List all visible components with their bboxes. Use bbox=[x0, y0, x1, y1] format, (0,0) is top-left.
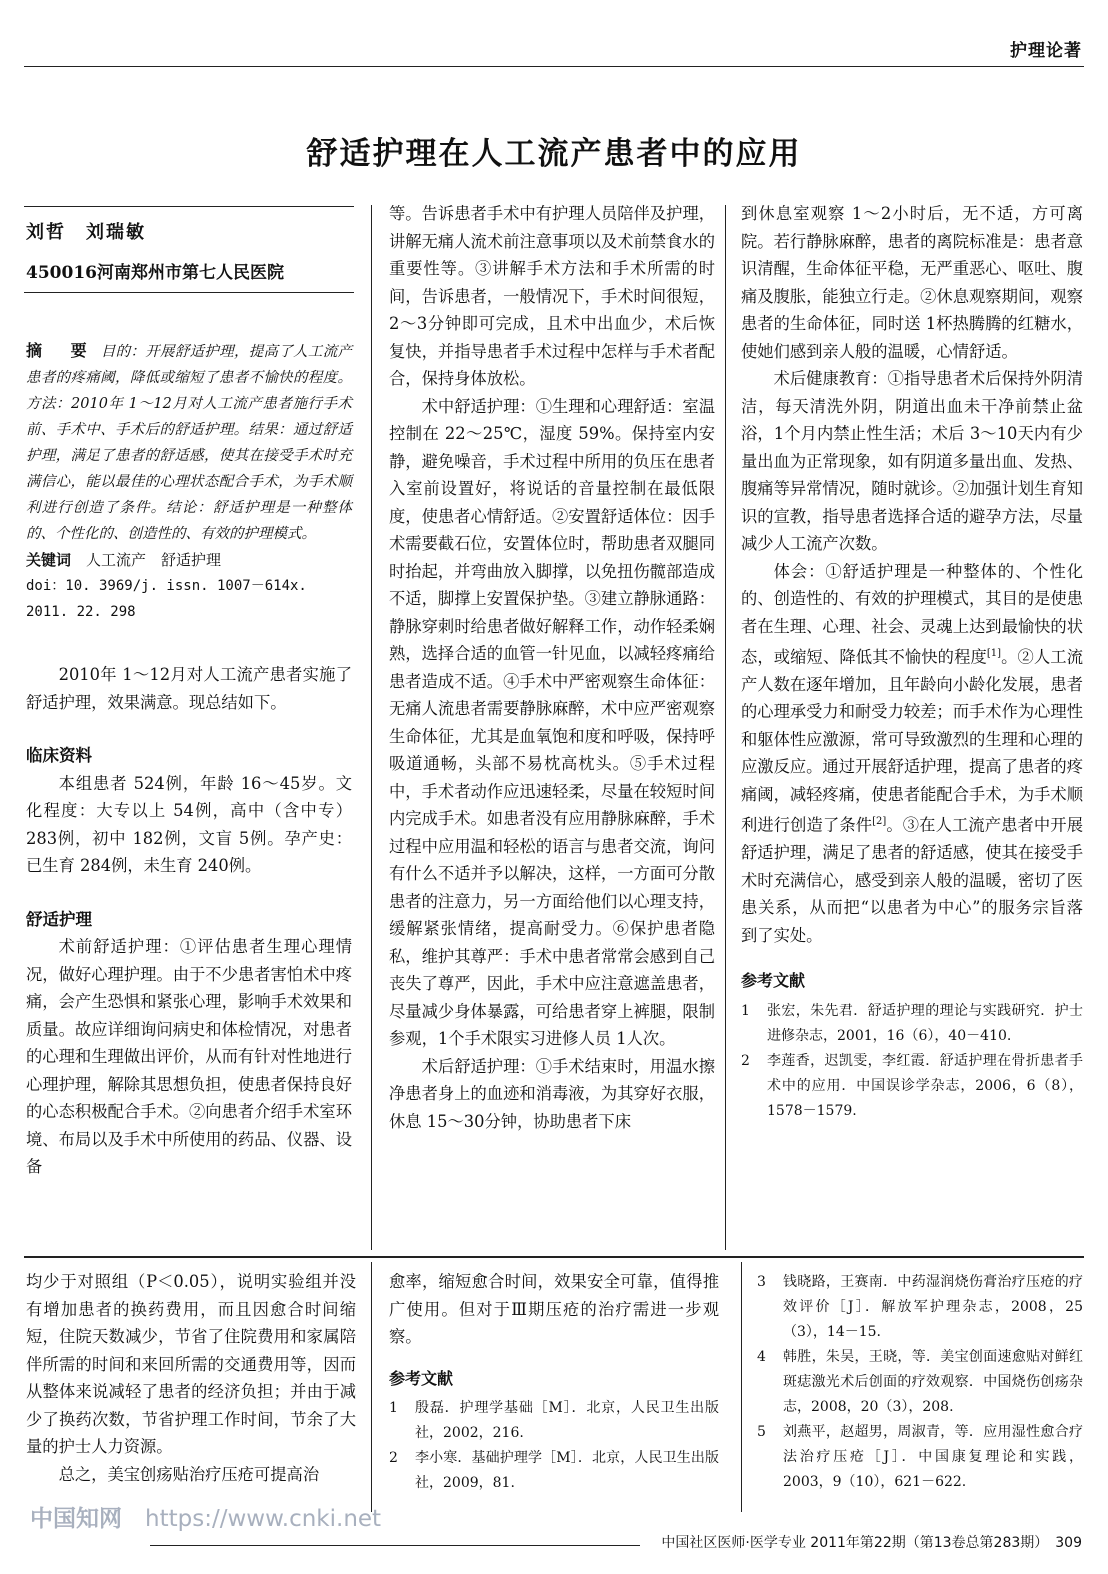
keywords-label: 关键词 bbox=[26, 551, 72, 569]
bottom-c2-paragraph: 愈率，缩短愈合时间，效果安全可靠，值得推广使用。但对于Ⅲ期压疮的治疗需进一步观察。 bbox=[389, 1272, 719, 1346]
author-rule bbox=[24, 206, 354, 207]
affiliation-rule bbox=[24, 292, 354, 293]
bottom-c1-paragraph: 均少于对照组（P＜0.05），说明实验组并没有增加患者的换药费用，而且因愈合时间缩短，住院天数减少，节省了住院费用和家属陪伴所需的时间和来回所需的交通费用等，因而从整体来说减轻了患者的经济负担；并由于减少了换药次数，节省护理工作时间，节余了大量的护士人力资源。 bbox=[26, 1272, 356, 1456]
section-label: 护理论著 bbox=[1010, 41, 1082, 61]
column-3 bbox=[741, 200, 1083, 1124]
references-upper bbox=[741, 967, 1083, 1124]
reference-text: 钱晓路，王赛南．中药湿润烧伤膏治疗压疮的疗效评价［J］．解放军护理杂志，2008，25（3），14－15. bbox=[783, 1274, 1083, 1340]
reference-text: 殷磊．护理学基础［M］．北京，人民卫生出版社，2002，216. bbox=[415, 1400, 719, 1441]
abstract-text: 目的：开展舒适护理，提高了人工流产患者的疼痛阈，降低或缩短了患者不愉快的程度。方法：2010年 1～12月对人工流产患者施行手术前、手术中、手术后的舒适护理。结果：通过舒适护理，满足了患者的舒适感，使其在接受手术时充满信心，能以最佳的心理状态配合手术，为手术顺利进行创造了条件。结论：舒适护理是一种整体的、个性化的、创造性的、有效的护理模式。 bbox=[26, 344, 352, 542]
col3-p3-part-b: 。②人工流产人数在逐年增加，且年龄向小龄化发展，患者的心理承受力和耐受力较差；而手术作为心理性和躯体性应激源，常可导致激烈的生理和心理的应激反应。通过开展舒适护理，提高了患者的疼痛阈，减轻疼痛，使患者能配合手术，为手术顺利进行创造了条件 bbox=[741, 647, 1083, 835]
col2-paragraph-3: 术后舒适护理：①手术结束时，用温水擦净患者身上的血迹和消毒液，为其穿好衣服，休息 15～30分钟，协助患者下床 bbox=[389, 1056, 715, 1131]
reference-text: 韩胜，朱吴，王晓，等．美宝创面速愈贴对鲜红斑痣激光术后创面的疗效观察．中国烧伤创疡杂志，2008，20（3），208. bbox=[783, 1349, 1083, 1415]
bottom-column-2 bbox=[389, 1268, 719, 1496]
col3-paragraph-2: 术后健康教育：①指导患者术后保持外阴清洁，每天清洗外阴，阴道出血未干净前禁止盆浴，1个月内禁止性生活；术后 3～10天内有少量出血为正常现象，如有阴道多量出血、发热、腹痛等异常情况，随时就诊。②加强计划生育知识的宣教，指导患者选择合适的避孕方法，尽量减少人工流产次数。 bbox=[741, 369, 1083, 553]
abstract-label: 摘 要 bbox=[26, 341, 93, 360]
doi: doi：10. 3969/j. issn. 1007－614x. 2011. 22. 298 bbox=[26, 578, 307, 620]
clinical-paragraph: 本组患者 524例，年龄 16～45岁。文化程度：大专以上 54例，高中（含中专）283例，初中 182例，文盲 5例。孕产史：已生育 284例，未生育 240例。 bbox=[26, 773, 352, 875]
reference-number: 5 bbox=[757, 1424, 766, 1440]
cnki-watermark bbox=[30, 1500, 381, 1533]
intro-paragraph: 2010年 1～12月对人工流产患者实施了舒适护理，效果满意。现总结如下。 bbox=[26, 665, 352, 712]
footer-rule bbox=[150, 1545, 640, 1546]
section-separator-rule bbox=[24, 1256, 1084, 1258]
bottom-column-divider-2 bbox=[741, 1262, 742, 1512]
bottom-column-1 bbox=[26, 1268, 356, 1490]
heading-care: 舒适护理 bbox=[26, 909, 92, 929]
abstract bbox=[26, 338, 352, 547]
bottom-column-divider-1 bbox=[371, 1262, 372, 1512]
reference-number: 2 bbox=[741, 1052, 750, 1069]
authors: 刘哲 刘瑞敏 bbox=[26, 222, 146, 243]
keywords bbox=[26, 547, 352, 573]
reference-item bbox=[741, 1049, 1083, 1124]
keywords-text: 人工流产 舒适护理 bbox=[86, 551, 222, 569]
column-2 bbox=[389, 200, 715, 1135]
preop-paragraph: 术前舒适护理：①评估患者生理心理情况，做好心理护理。由于不少患者害怕术中疼痛，会产生恐惧和紧张心理，影响手术效果和质量。故应详细询问病史和体检情况，对患者的心理和生理做出评价，从而有针对性地进行心理护理，解除其思想负担，使患者保持良好的心态积极配合手术。②向患者介绍手术室环境、布局以及手术中所使用的药品、仪器、设备 bbox=[26, 937, 352, 1176]
footer-journal-info: 中国社区医师·医学专业 2011年第22期（第13卷总第283期） 309 bbox=[661, 1535, 1082, 1551]
col3-paragraph-1: 到休息室观察 1～2小时后，无不适，方可离院。若行静脉麻醉，患者的离院标准是：患者意识清醒，生命体征平稳，无严重恶心、呕吐、腹痛及腹胀，能独立行走。②休息观察期间，观察患者的生命体征，同时送 1杯热腾腾的红糖水，使她们感到亲人般的温暖，心情舒适。 bbox=[741, 204, 1083, 361]
article-title: 舒适护理在人工流产患者中的应用 bbox=[306, 136, 802, 172]
column-divider-2 bbox=[725, 205, 726, 1250]
column-1 bbox=[26, 338, 352, 1181]
top-rule bbox=[24, 66, 1084, 67]
reference-text: 李莲香，迟凯雯，李红霞．舒适护理在骨折患者手术中的应用．中国误诊学杂志，2006，6（8），1578－1579. bbox=[767, 1052, 1083, 1119]
reference-item bbox=[757, 1345, 1083, 1420]
affiliation: 450016河南郑州市第七人民医院 bbox=[26, 263, 284, 283]
reference-number: 1 bbox=[741, 1002, 750, 1019]
col3-p3-part-c: 。③在人工流产患者中开展舒适护理，满足了患者的舒适感，使其在接受手术时充满信心，感受到亲人般的温暖，密切了医患关系，从而把“以患者为中心”的服务宗旨落到了实处。 bbox=[741, 815, 1083, 945]
col2-paragraph-2: 术中舒适护理：①生理和心理舒适：室温控制在 22～25℃，湿度 59%。保持室内安静，避免噪音，手术过程中所用的负压在患者入室前设置好，将说话的音量控制在最低限度，使患者心情舒适。②安置舒适体位：因手术需要截石位，安置体位时，帮助患者双腿同时抬起，并弯曲放入脚撑，以免扭伤髋部造成不适，脚撑上安置保护垫。③建立静脉通路：静脉穿刺时给患者做好解释工作，动作轻柔娴熟，选择合适的血管一针见血，以减轻疼痛给患者造成不适。④手术中严密观察生命体征：无痛人流患者需要静脉麻醉，术中应严密观察生命体征，尤其是血氧饱和度和呼吸，保持呼吸道通畅，头部不易枕高枕头。⑤手术过程中，手术者动作应迅速轻柔，尽量在较短时间内完成手术。如患者没有应用静脉麻醉，手术过程中应用温和轻松的语言与患者交流，询问有什么不适并予以解决，这样，一方面可分散患者的注意力，另一方面给他们以心理支持，缓解紧张情绪，提高耐受力。⑥保护患者隐私，维护其尊严：手术中患者常常会感到自己丧失了尊严，因此，手术中应注意遮盖患者，尽量减少身体暴露，可给患者穿上裤腿，限制参观，1个手术限实习进修人员 1人次。 bbox=[389, 396, 715, 1048]
reference-item bbox=[757, 1270, 1083, 1345]
reference-item bbox=[389, 1396, 719, 1446]
heading-clinical: 临床资料 bbox=[26, 746, 92, 765]
reference-text: 刘燕平，赵超男，周淑青，等．应用湿性愈合疗法治疗压疮［J］．中国康复理论和实践，2003，9（10），621－622. bbox=[783, 1424, 1083, 1490]
reference-number: 1 bbox=[389, 1400, 398, 1416]
watermark-url: https://www.cnki.net bbox=[145, 1506, 382, 1532]
column-divider-1 bbox=[371, 205, 372, 1250]
column-1-body bbox=[26, 661, 352, 1181]
reference-number: 2 bbox=[389, 1450, 398, 1466]
bottom-column-3 bbox=[757, 1270, 1083, 1495]
col3-p3-part-a: 体会：①舒适护理是一种整体的、个性化的、创造性的、有效的护理模式，其目的是使患者在生理、心理、社会、灵魂上达到最愉快的状态，或缩短、降低其不愉快的程度 bbox=[741, 561, 1083, 667]
watermark-name: 中国知网 bbox=[30, 1506, 122, 1532]
reference-item bbox=[741, 999, 1083, 1049]
col2-paragraph-1: 等。告诉患者手术中有护理人员陪伴及护理，讲解无痛人流术前注意事项以及术前禁食水的重要性等。③讲解手术方法和手术所需的时间，告诉患者，一般情况下，手术时间很短，2～3分钟即可完成，且术中出血少，术后恢复快，并指导患者手术过程中怎样与手术者配合，保持身体放松。 bbox=[389, 204, 715, 388]
reference-number: 4 bbox=[757, 1349, 766, 1365]
reference-item bbox=[389, 1446, 719, 1496]
references-lower bbox=[389, 1365, 719, 1497]
col3-paragraph-3 bbox=[741, 558, 1083, 950]
bottom-c1-last-line: 总之，美宝创疡贴治疗压疮可提高治 bbox=[58, 1464, 320, 1484]
reference-number: 3 bbox=[757, 1274, 766, 1290]
reference-item bbox=[757, 1420, 1083, 1495]
references-heading: 参考文献 bbox=[389, 1368, 454, 1388]
reference-text: 李小寒．基础护理学［M］．北京，人民卫生出版社，2009，81. bbox=[415, 1450, 719, 1491]
citation-2: [2] bbox=[872, 816, 887, 828]
references-heading: 参考文献 bbox=[741, 971, 806, 991]
citation-1: [1] bbox=[986, 648, 1002, 659]
reference-text: 张宏，朱先君．舒适护理的理论与实践研究．护士进修杂志，2001，16（6），40－410. bbox=[767, 1002, 1083, 1044]
